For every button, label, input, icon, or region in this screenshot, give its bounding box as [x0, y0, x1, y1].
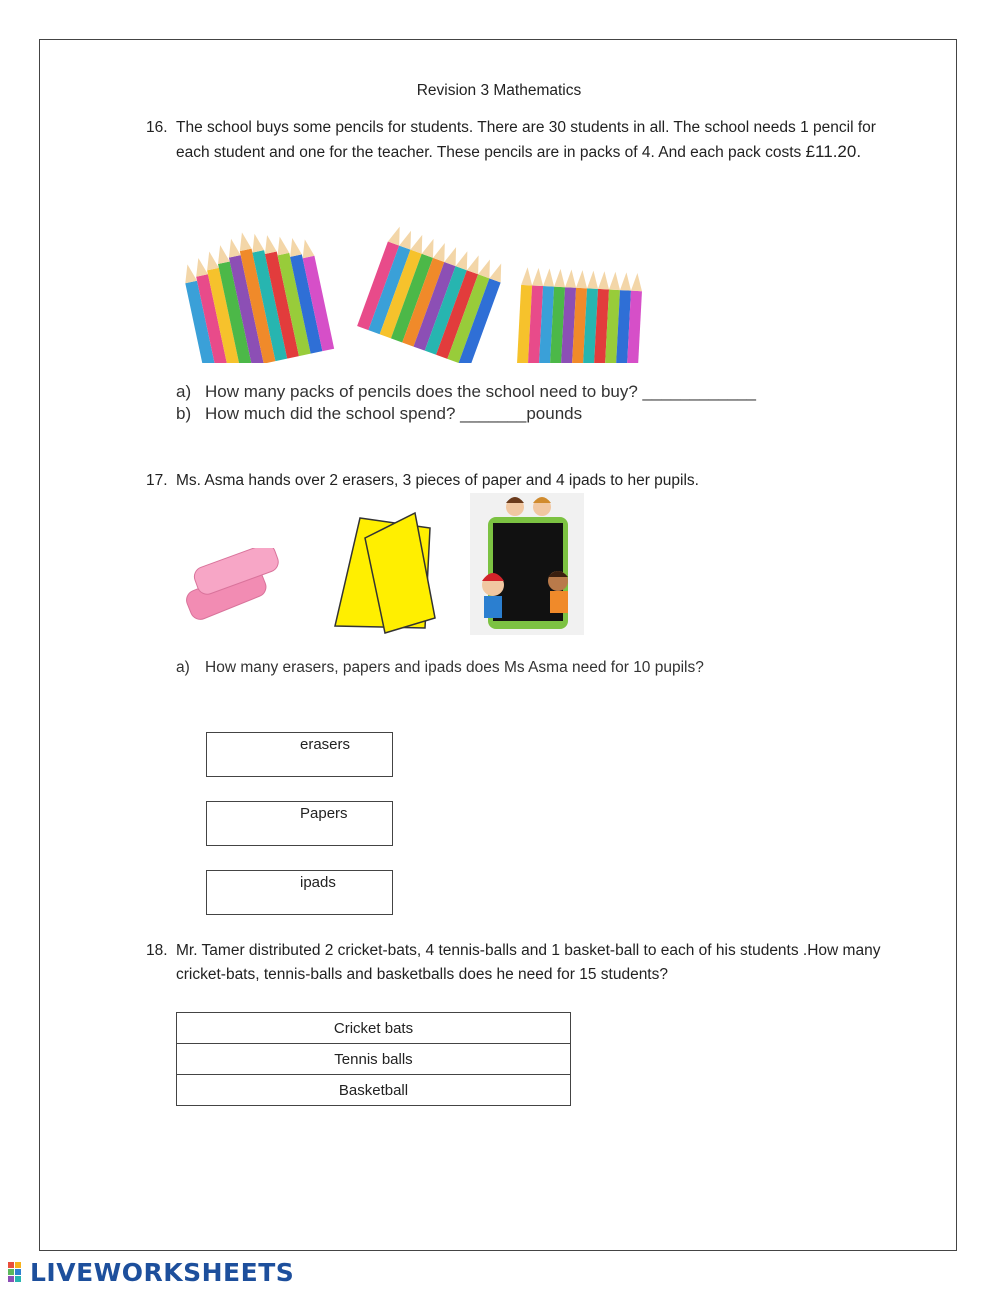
- question-text: The school buys some pencils for students. There are 30 students in all. The school needs 1 pencil for each student and one for the teacher. These pencils are in packs of 4. And each pack costs £11.20.: [176, 119, 876, 161]
- question-text: Mr. Tamer distributed 2 cricket-bats, 4 tennis-balls and 1 basket-ball to each of his students .How many cricket-bats, tennis-balls and basketballs does he need for 15 students?: [176, 942, 881, 983]
- answer-box-papers[interactable]: Papers: [206, 801, 393, 846]
- ipad-kids-image: [470, 493, 584, 635]
- question-number: 18.: [146, 942, 168, 959]
- eraser-image: [175, 548, 290, 630]
- liveworksheets-logo: [8, 1258, 294, 1286]
- worksheet-title: Revision 3 Mathematics: [416, 82, 582, 99]
- pencil-pack-3: [517, 267, 643, 363]
- paper-image: [330, 508, 440, 638]
- answer-box-ipads[interactable]: ipads: [206, 870, 393, 915]
- answer-table: [176, 1012, 571, 1106]
- question-text: Ms. Asma hands over 2 erasers, 3 pieces of paper and 4 ipads to her pupils.: [176, 472, 699, 489]
- table-row[interactable]: Tennis balls: [177, 1044, 571, 1075]
- pencil-pack-2: [357, 225, 507, 363]
- question-number: 17.: [146, 472, 168, 489]
- pencil-packs-image: [185, 218, 655, 363]
- logo-icon: [8, 1260, 30, 1284]
- logo-text: LIVEWORKSHEETS: [30, 1257, 295, 1287]
- question-number: 16.: [146, 119, 168, 136]
- price: £11.20.: [805, 142, 862, 161]
- answer-box-erasers[interactable]: erasers: [206, 732, 393, 777]
- table-row[interactable]: Cricket bats: [177, 1013, 571, 1044]
- table-row[interactable]: Basketball: [177, 1075, 571, 1106]
- pencil-pack-1: [185, 219, 334, 363]
